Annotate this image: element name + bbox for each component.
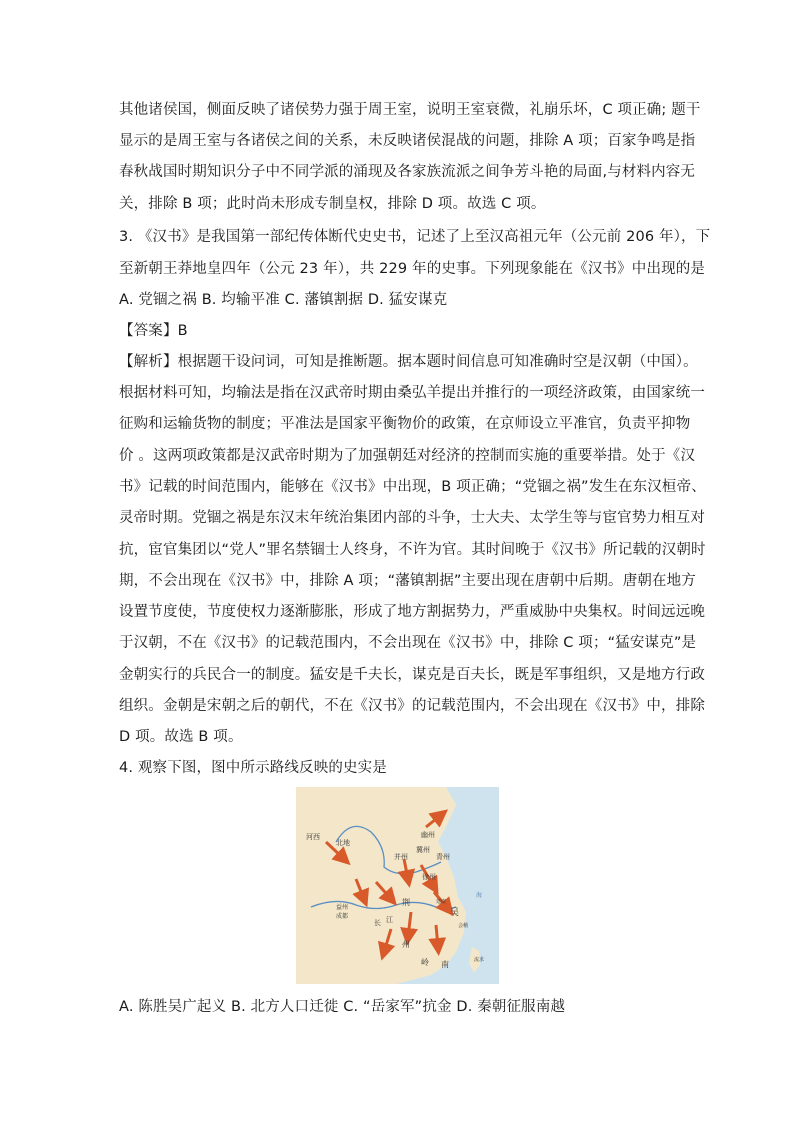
text-line: 其他诸侯国，侧面反映了诸侯势力强于周王室，说明王室衰微，礼崩乐坏，C 项正确; 题干 [119,102,701,118]
question-4-options: A. 陈胜吴广起义 B. 北方人口迁徙 C. “岳家军”抗金 D. 秦朝征服南越 [119,999,566,1015]
map-label: 青州 [436,853,450,861]
map-label: 成都 [336,913,349,920]
question-3-options: A. 党锢之祸 B. 均输平准 C. 藩镇割据 D. 猛安谋克 [119,292,448,308]
analysis-line: 【解析】根据题干设问词，可知是推断题。据本题时间信息可知准确时空是汉朝（中国）。 [119,354,698,370]
analysis-line: 于汉朝，不在《汉书》的记载范围内，不会出现在《汉书》中，排除 C 项；“猛安谋克”是 [119,635,697,651]
analysis-line: 组织。金朝是宋朝之后的朝代，不在《汉书》的记载范围内，不会出现在《汉书》中，排除 [119,698,705,714]
map-label: 幽州 [421,831,435,839]
arrow-route [436,925,438,947]
analysis-line: 期，不会出现在《汉书》中，排除 A 项；“藩镇割据”主要出现在唐朝中后期。唐朝在地方 [119,573,696,589]
analysis-line: 价 。这两项政策都是汉武帝时期为了加强朝廷对经济的控制而实施的重要举措。处于《汉 [119,448,696,464]
analysis-line: 书》记载的时间范围内，能够在《汉书》中出现，B 项正确；“党锢之祸”发生在东汉桓帝、 [119,479,706,495]
analysis-line: 征购和运输货物的制度；平准法是国家平衡物价的政策，在京师设立平准官，负责平抑物 [119,416,691,432]
map-label: 流求 [474,957,485,963]
map-label: 南 [441,960,449,969]
map-label: 海 [476,892,483,899]
map-label: 冀州 [416,846,430,854]
map-label: 岭 [421,958,429,967]
map-label: 益州 [336,904,349,911]
map-label: 徐州 [422,873,436,881]
migration-map [296,787,499,984]
map-label: 建康 [436,899,447,905]
map-label: 会稽 [458,923,469,929]
question-3-answer: 【答案】B [119,323,188,339]
map-label: 河西 [306,833,320,841]
question-3-stem: 3. 《汉书》是我国第一部纪传体断代史史书，记述了上至汉高祖元年（公元前 206 年），下 [119,229,711,245]
question-3-stem: 至新朝王莽地皇四年（公元 23 年），共 229 年的史事。下列现象能在《汉书》中出现的是 [119,261,706,277]
map-label: 长 [374,919,381,927]
analysis-line: 金朝实行的兵民合一的制度。猛安是千夫长，谋克是百夫长，既是军事组织，又是地方行政 [119,667,705,683]
map-svg [296,787,499,984]
analysis-line: 灵帝时期。党锢之祸是东汉末年统治集团内部的斗争，士大夫、太学生等与宦官势力相互对 [119,510,705,526]
map-label: 荆 [402,898,410,907]
question-4-stem: 4. 观察下图，图中所示路线反映的史实是 [119,760,387,776]
map-label: 北地 [336,839,350,847]
analysis-line: 设置节度使，节度使权力逐渐膨胀，形成了地方割据势力，严重威胁中央集权。时间远远晚 [119,604,705,620]
text-line: 显示的是周王室与各诸侯之间的关系，未反映诸侯混战的问题，排除 A 项；百家争鸣是指 [119,133,696,149]
map-label: 州 [402,940,410,949]
map-label: 吴 [450,908,460,918]
map-label: 并州 [394,853,408,861]
map-label: 江 [386,916,393,924]
text-line: 春秋战国时期知识分子中不同学派的涌现及各家族流派之间争芳斗艳的局面,与材料内容无 [119,164,696,180]
text-line: 关，排除 B 项；此时尚未形成专制皇权，排除 D 项。故选 C 项。 [119,196,546,212]
analysis-line: 抗，宦官集团以“党人”罪名禁锢士人终身，不许为官。其时间晚于《汉书》所记载的汉朝时 [119,542,706,558]
analysis-line: 根据材料可知，均输法是指在汉武帝时期由桑弘羊提出并推行的一项经济政策，由国家统一 [119,385,705,401]
analysis-line: D 项。故选 B 项。 [119,729,243,745]
